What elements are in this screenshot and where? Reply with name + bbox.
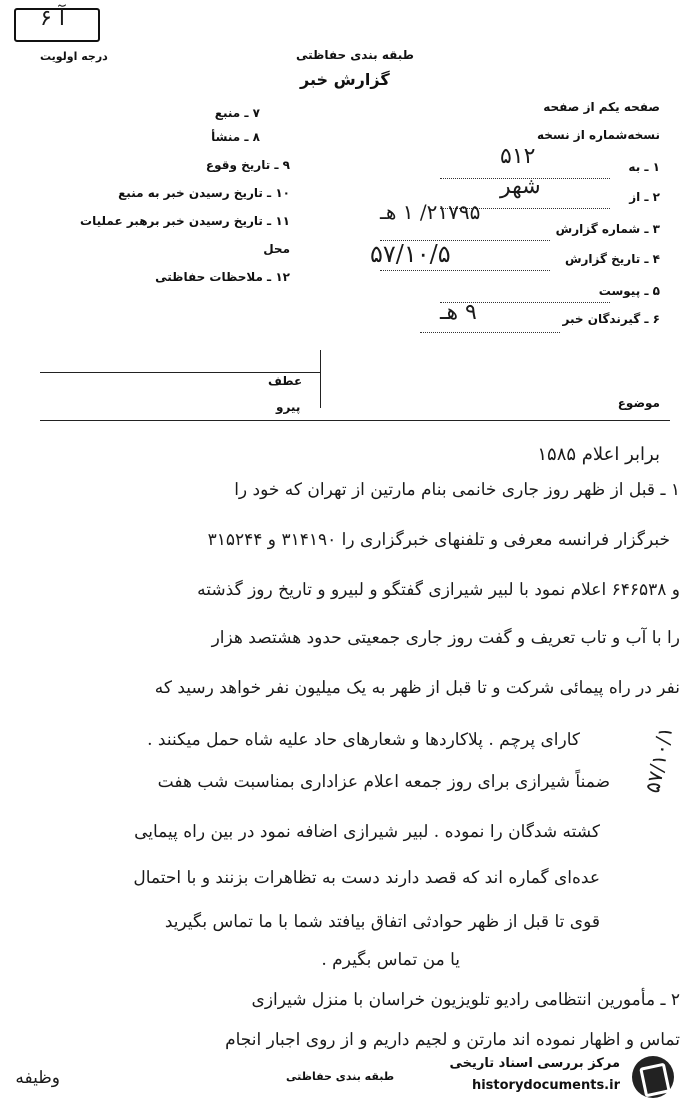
- field-attachment-label: ۵ ـ پیوست: [598, 284, 660, 298]
- body-line-11: یا من تماس بگیرم .: [321, 950, 460, 970]
- field-receipt-operations-label: ۱۱ ـ تاریخ رسیدن خبر برهبر عملیات: [80, 214, 290, 228]
- field-source-label: ۷ ـ منبع: [214, 106, 260, 120]
- archive-logo-icon: [632, 1056, 674, 1098]
- body-line-14: وظیفه: [15, 1068, 60, 1088]
- field-receipt-source-label: ۱۰ ـ تاریخ رسیدن خبر به منبع: [118, 186, 290, 200]
- page-count-line: صفحه یکم از صفحه: [543, 100, 660, 114]
- field-to-label: ۱ ـ به: [628, 160, 660, 174]
- body-line-1: ۱ ـ قبل از ظهر روز جاری خانمی بنام مارتین از تهران که خود را: [234, 480, 680, 500]
- body-line-5: نفر در راه پیمائی شرکت و تا قبل از ظهر به یک میلیون نفر خواهد رسید که: [154, 678, 680, 698]
- body-line-4: را با آب و تاب تعریف و گفت روز جاری جمعیتی حدود هشتصد هزار: [211, 628, 680, 648]
- body-line-13: تماس و اظهار نموده اند مارتن و لجیم داریم و از روی اجبار انجام: [225, 1030, 680, 1050]
- field-to-value: ۵۱۲: [500, 144, 536, 169]
- field-origin-label: ۸ ـ منشأ: [211, 130, 260, 144]
- field-report-date-value: ۵۷/۱۰/۵: [370, 240, 451, 268]
- margin-note: ۵۷/۱۰/۱: [640, 724, 678, 795]
- copy-number-line: نسخه‌شماره از نسخه: [536, 128, 660, 142]
- field-report-date-label: ۴ ـ تاریخ گزارش: [564, 252, 660, 266]
- body-line-10: قوی تا قبل از ظهر حوادثی اتفاق بیافتد شما با ما تماس بگیرید: [164, 912, 600, 932]
- peyro-label: پیرو: [276, 400, 301, 414]
- classification-top: طبقه بندی حفاظتی: [296, 48, 414, 62]
- archive-site-text: historydocuments.ir: [471, 1078, 620, 1093]
- subject-label: موضوع: [617, 396, 660, 410]
- field-security-notes-label: ۱۲ ـ ملاحظات حفاظتی: [155, 270, 290, 284]
- archive-brand-text: مرکز بررسی اسناد تاریخی: [449, 1056, 620, 1071]
- classification-bottom: طبقه بندی حفاظتی: [286, 1070, 395, 1083]
- corner-mark: آ ۶: [40, 6, 65, 31]
- body-line-6: کارای پرچم . پلاکاردها و شعارهای حاد علیه شاه حمل میکنند .: [147, 730, 580, 750]
- body-line-9: عده‌ای گماره اند که قصد دارند دست به تظاهرات بزنند و با احتمال: [133, 868, 600, 888]
- field-recipients-label: ۶ ـ گیرندگان خبر: [562, 312, 660, 326]
- field-location-label: محل: [263, 242, 290, 256]
- body-intro: برابر اعلام ۱۵۸۵: [537, 444, 660, 465]
- field-report-number-label: ۳ ـ شماره گزارش: [555, 222, 660, 236]
- field-report-number-value: ۲۱۷۹۵/ ۱ هـ: [380, 200, 481, 224]
- body-line-12: ۲ ـ مأمورین انتظامی رادیو تلویزیون خراسان با منزل شیرازی: [251, 990, 680, 1010]
- page-title: گزارش خبر: [300, 70, 390, 89]
- priority-label: درجه اولویت: [40, 50, 108, 63]
- field-event-date-label: ۹ ـ تاریخ وقوع: [205, 158, 290, 172]
- field-from-label: ۲ ـ از: [629, 190, 660, 204]
- field-from-value: شهر: [500, 174, 541, 199]
- field-recipients-value: ۹ هـ: [440, 300, 477, 325]
- body-line-7: ضمناً شیرازی برای روز جمعه اعلام عزاداری بمناسبت شب هفت: [157, 772, 610, 792]
- body-line-3: و ۶۴۶۵۳۸ اعلام نمود با لبیر شیرازی گفتگو و لبیرو و تاریخ روز گذشته: [197, 580, 680, 600]
- body-line-2: خبرگزار فرانسه معرفی و تلفنهای خبرگزاری را ۳۱۴۱۹۰ و ۳۱۵۲۴۴: [207, 530, 670, 550]
- body-line-8: کشته شدگان را نموده . لبیر شیرازی اضافه نمود در بین راه پیمایی: [134, 822, 600, 842]
- atf-label: عطف: [268, 374, 303, 388]
